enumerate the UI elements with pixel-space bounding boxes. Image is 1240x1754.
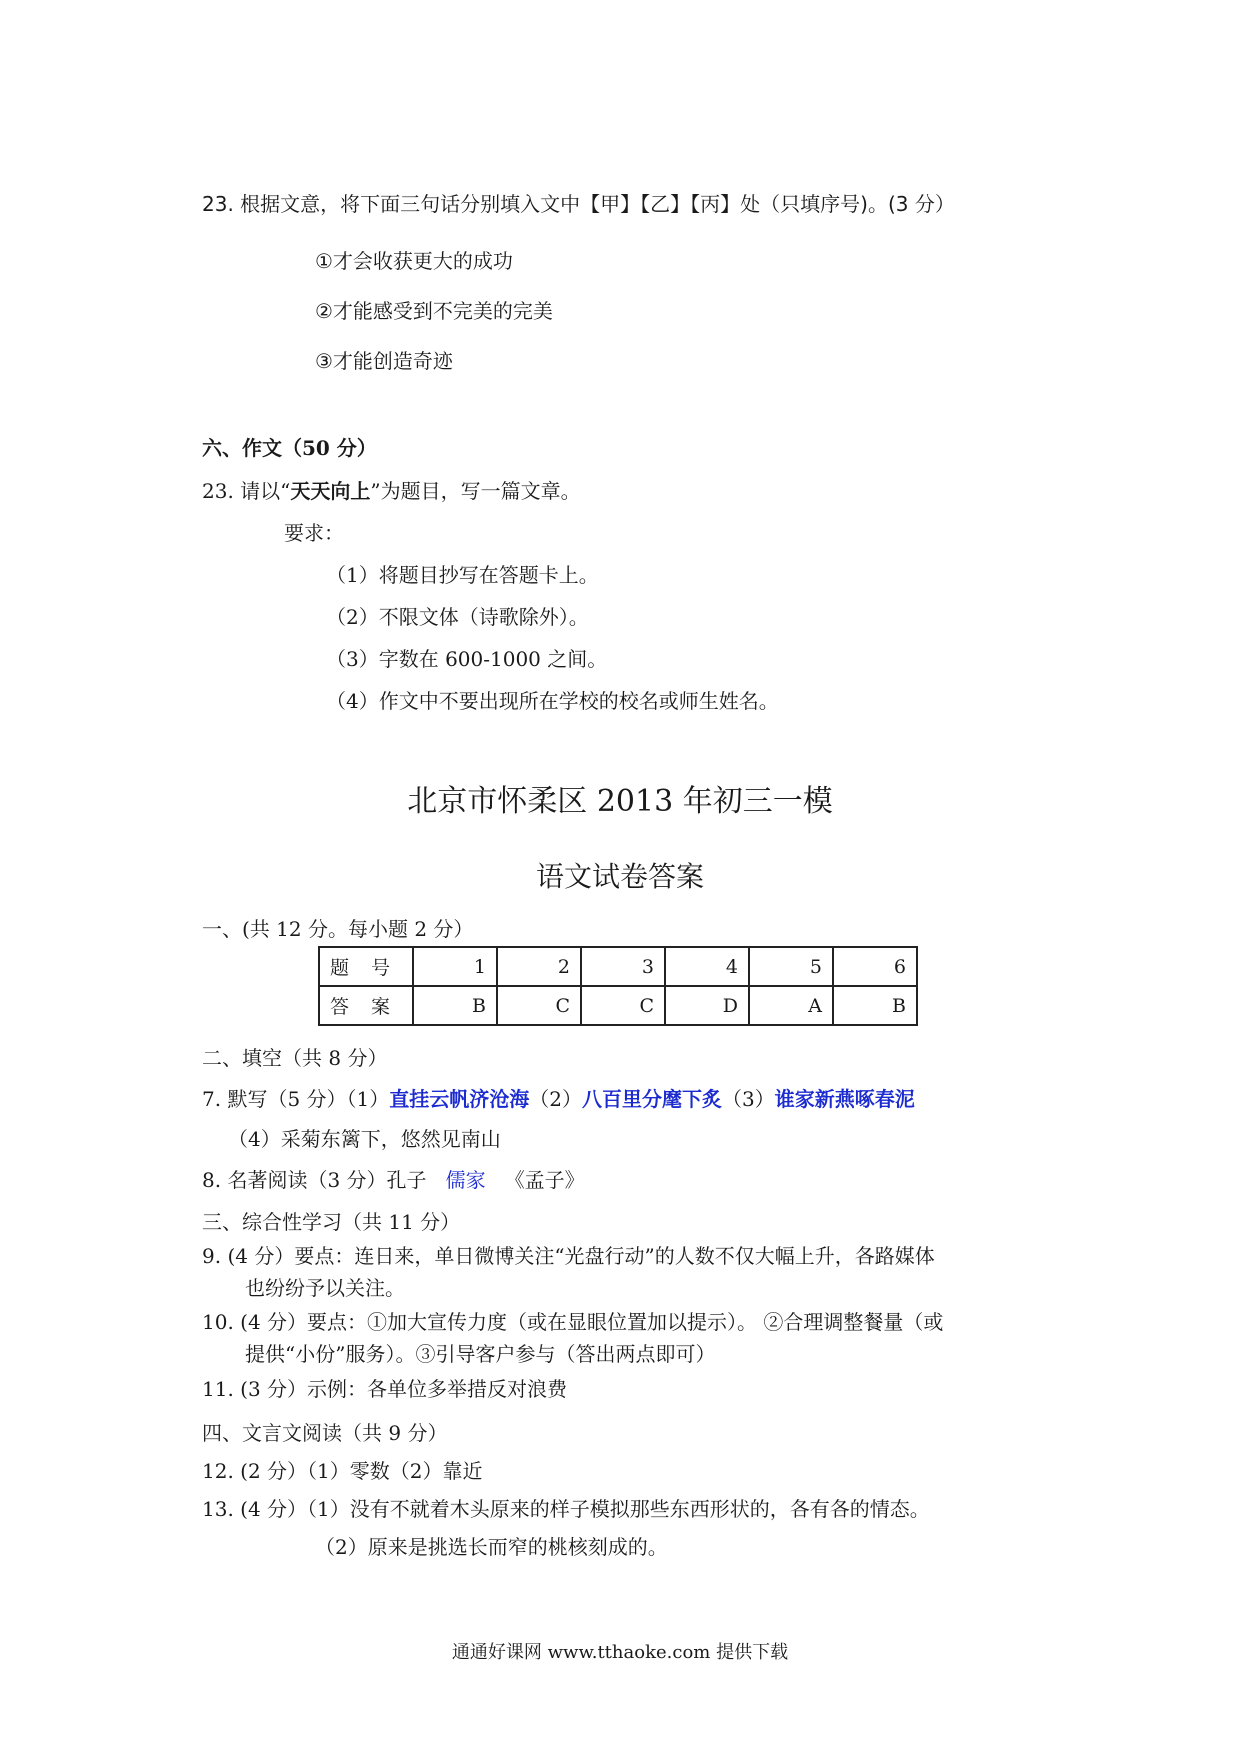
q12-answer: 12. (2 分）（1）零数（2）靠近 (202, 1459, 483, 1483)
answer-cell: A (749, 986, 833, 1025)
q23-option-1: ①才会收获更大的成功 (315, 249, 513, 273)
question-number-cell: 3 (581, 947, 665, 986)
answer-cell: D (665, 986, 749, 1025)
q8-answer (202, 1166, 585, 1194)
question-number-cell: 4 (665, 947, 749, 986)
essay-prompt-prefix: 23. 请以“ (202, 479, 291, 503)
question-number-cell: 5 (749, 947, 833, 986)
q8-prefix: 8. 名著阅读（3 分）孔子 (202, 1168, 427, 1192)
q23-stem: 23. 根据文意，将下面三句话分别填入文中【甲】【乙】【丙】处（只填序号)。(3 分） (202, 192, 955, 216)
answer-cell: B (413, 986, 497, 1025)
q7-answer-1: 直挂云帆济沧海 (389, 1087, 530, 1111)
q7-answer-4: （4）采菊东篱下，悠然见南山 (228, 1127, 501, 1151)
page-footer: 通通好课网 www.tthaoke.com 提供下载 (451, 1642, 789, 1663)
row-label-answer: 答 案 (319, 986, 413, 1025)
answer-cell: B (833, 986, 917, 1025)
answer-table-answer-row (319, 986, 917, 1025)
answer-table-number-row (319, 947, 917, 986)
essay-prompt-suffix: ”为题目，写一篇文章。 (370, 479, 581, 503)
answer-key-subtitle: 语文试卷答案 (535, 860, 704, 893)
essay-requirement-4: （4）作文中不要出现所在学校的校名或师生姓名。 (326, 689, 779, 713)
section2-heading: 二、填空（共 8 分） (202, 1046, 388, 1070)
q23-option-2: ②才能感受到不完美的完美 (315, 299, 553, 323)
q7-answer-3: 谁家新燕啄春泥 (774, 1087, 915, 1111)
answer-cell: C (581, 986, 665, 1025)
answer-key-title: 北京市怀柔区 2013 年初三一模 (407, 784, 833, 819)
question-number-cell: 1 (413, 947, 497, 986)
essay-heading: 六、作文（50 分） (202, 436, 377, 460)
q9-line-1: 9. (4 分）要点：连日来，单日微博关注“光盘行动”的人数不仅大幅上升，各路媒体 (202, 1244, 935, 1268)
q13-line-1: 13. (4 分）（1）没有不就着木头原来的样子模拟那些东西形状的，各有各的情态。 (202, 1497, 930, 1521)
essay-requirements-label: 要求： (284, 521, 344, 545)
question-number-cell: 6 (833, 947, 917, 986)
q7-answer (202, 1085, 915, 1113)
q9-line-2: 也纷纷予以关注。 (245, 1276, 405, 1300)
answer-cell: C (497, 986, 581, 1025)
essay-requirement-2: （2）不限文体（诗歌除外）。 (326, 605, 589, 629)
q10-line-1: 10. (4 分）要点：①加大宣传力度（或在显眼位置加以提示）。 ②合理调整餐量（或 (202, 1310, 944, 1334)
q10-line-2: 提供“小份”服务）。③引导客户参与（答出两点即可） (245, 1342, 716, 1366)
section1-heading: 一、(共 12 分。每小题 2 分） (202, 917, 474, 941)
essay-requirement-3: （3）字数在 600-1000 之间。 (326, 647, 608, 671)
essay-requirement-1: （1）将题目抄写在答题卡上。 (326, 563, 599, 587)
q11-answer: 11. (3 分）示例：各单位多举措反对浪费 (202, 1377, 568, 1401)
q7-answer-2: 八百里分麾下炙 (581, 1087, 722, 1111)
q8-suffix: 《孟子》 (504, 1168, 585, 1192)
q23-option-3: ③才能创造奇迹 (315, 349, 453, 373)
q8-blue-answer: 儒家 (445, 1168, 486, 1192)
section3-heading: 三、综合性学习（共 11 分） (202, 1210, 461, 1234)
q7-sep-1: （2） (529, 1087, 582, 1111)
essay-prompt (202, 477, 581, 505)
section4-heading: 四、文言文阅读（共 9 分） (202, 1421, 448, 1445)
essay-prompt-title: 天天向上 (290, 479, 371, 503)
answer-table (318, 946, 918, 1026)
q13-line-2: （2）原来是挑选长而窄的桃核刻成的。 (315, 1535, 668, 1559)
q7-sep-2: （3） (721, 1087, 775, 1111)
q7-prefix: 7. 默写（5 分）（1） (202, 1087, 390, 1111)
row-label-number: 题 号 (319, 947, 413, 986)
question-number-cell: 2 (497, 947, 581, 986)
